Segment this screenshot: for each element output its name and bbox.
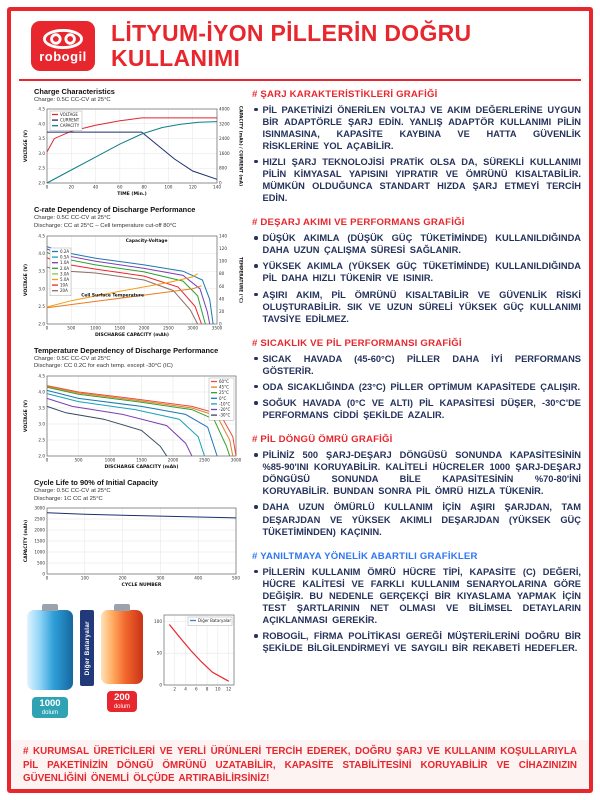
- svg-text:0.2A: 0.2A: [60, 248, 70, 254]
- battery-comparison-panel: [21, 596, 243, 718]
- bullet-dot: [254, 264, 258, 268]
- svg-text:50: 50: [156, 650, 162, 656]
- svg-text:10A: 10A: [60, 282, 68, 288]
- svg-text:140: 140: [219, 233, 227, 239]
- charge-characteristics-chart: [21, 104, 243, 198]
- bullet-list: [252, 232, 581, 325]
- charts-column: [21, 87, 243, 741]
- svg-text:2.5: 2.5: [38, 303, 45, 309]
- svg-text:VOLTAGE (V): VOLTAGE (V): [24, 130, 29, 163]
- header-divider: [19, 79, 581, 81]
- svg-text:Capacity-Voltage: Capacity-Voltage: [125, 238, 168, 244]
- bullet-dot: [254, 108, 258, 112]
- infographic-page: [7, 7, 593, 793]
- chart-subtitle: Charge: 0.5C CC-CV at 25°C: [34, 96, 111, 103]
- battery-cap: [42, 604, 58, 611]
- svg-text:CAPACITY (mAh): CAPACITY (mAh): [24, 520, 29, 563]
- page-title-line2: KULLANIMI: [111, 45, 241, 72]
- svg-text:4.5: 4.5: [38, 106, 45, 112]
- bullet-text: SICAK HAVADA (45-60°C) PİLLER DAHA İYİ PERFORMANS GÖSTERİR.: [262, 353, 581, 376]
- fill-count-value: 200: [114, 692, 130, 704]
- svg-text:4.5: 4.5: [38, 233, 45, 239]
- svg-text:2500: 2500: [34, 516, 45, 522]
- bullet-list: [252, 566, 581, 655]
- svg-text:0: 0: [42, 571, 45, 577]
- section-discharge-current: [252, 217, 581, 325]
- other-batteries-ribbon-label: Diğer Bataryalar: [83, 621, 91, 676]
- svg-text:0: 0: [45, 575, 49, 581]
- svg-text:Diğer Bataryalar: Diğer Bataryalar: [198, 618, 231, 624]
- svg-text:2: 2: [173, 686, 177, 692]
- svg-text:120: 120: [188, 184, 197, 190]
- fill-count-value: 1000: [39, 698, 61, 710]
- svg-text:5.0A: 5.0A: [60, 276, 70, 282]
- svg-text:500: 500: [232, 575, 240, 581]
- svg-text:0: 0: [45, 457, 49, 463]
- bullet-item: [252, 501, 581, 537]
- fill-count-badge-other: [107, 691, 137, 712]
- cycle-life-chart: [21, 503, 243, 589]
- bullet-item: [252, 156, 581, 204]
- bullet-dot: [254, 357, 258, 361]
- bullet-text: HIZLI ŞARJ TEKNOLOJİSİ PRATİK OLSA DA, SÜREKLİ KULLANIMI PİLİN KİMYASAL YAPISINI YIPRATIR VE ÖMRÜNÜ KISALTABİLİR. MÜMKÜN OLDUĞUNCA STANDART HIZDA ŞARJ ETMEYİ TERCİH EDİN.: [262, 156, 581, 204]
- svg-text:3500: 3500: [211, 325, 223, 331]
- robogil-logo-text: robogil: [39, 49, 87, 65]
- svg-text:1500: 1500: [136, 457, 147, 463]
- svg-text:1000: 1000: [34, 549, 45, 555]
- bullet-text: ODA SICAKLIĞINDA (23°C) PİLLER OPTİMUM KAPASİTEDE ÇALIŞIR.: [262, 381, 581, 392]
- bullet-dot: [254, 293, 258, 297]
- svg-text:40: 40: [219, 295, 225, 301]
- svg-text:1.0A: 1.0A: [60, 259, 70, 265]
- svg-text:2.0: 2.0: [38, 321, 45, 327]
- svg-text:1500: 1500: [114, 325, 126, 331]
- svg-text:45°C: 45°C: [219, 384, 229, 390]
- chart-subtitle: Charge: 0.5C CC-CV at 25°C: [34, 487, 111, 494]
- svg-text:500: 500: [74, 457, 83, 463]
- svg-text:4.5: 4.5: [38, 373, 45, 379]
- bullet-item: [252, 566, 581, 626]
- section-header: # ŞARJ KARAKTERİSTİKLERİ GRAFİĞİ: [252, 88, 438, 100]
- svg-text:-10°C: -10°C: [219, 401, 231, 407]
- bullet-list: [252, 104, 581, 205]
- bullet-item: [252, 397, 581, 421]
- bullet-dot: [254, 160, 258, 164]
- svg-text:20: 20: [219, 308, 225, 314]
- fill-count-badge-good: [32, 697, 67, 718]
- bullet-text: PİLİNİZ 500 ŞARJ-DEŞARJ DÖNGÜSÜ SONUNDA KAPASİTESİNİN %85-90'INI KORUYABİLİR. KALİTELİ HÜCRELER 1000 ŞARJ-DEŞARJ DÖNGÜSÜ SONUNDA BİLE KAPASİTESİNİN %70-80'İNİ KORUYABİLİR. BUNDAN SONRA PİL ÖMRÜ HIZLA TÜKENİR.: [262, 450, 581, 497]
- bullet-list: [252, 449, 581, 538]
- bullet-text: DAHA UZUN ÖMÜRLÜ KULLANIM İÇİN AŞIRI ŞARJDAN, TAM DEŞARJDAN VE YÜKSEK AKIMLI DEŞARJDAN (YÜKSEK GÜÇ TÜKETİMİNDEN) KAÇININ.: [262, 502, 581, 537]
- svg-text:300: 300: [156, 575, 165, 581]
- svg-text:0°C: 0°C: [219, 395, 227, 401]
- svg-text:0.5A: 0.5A: [60, 254, 70, 260]
- svg-text:2.0: 2.0: [38, 453, 45, 459]
- svg-text:CAPACITY (mAh) / CURRENT (mA): CAPACITY (mAh) / CURRENT (mA): [237, 106, 243, 187]
- bullet-text: AŞIRI AKIM, PİL ÖMRÜNÜ KISALTABİLİR VE GÜVENLİK RİSKİ OLUŞTURABİLİR. SIK VE UZUN SÜRELİ YÜKSEK GÜÇ KULLANIMI TAVSİYE EDİLMEZ.: [262, 289, 581, 324]
- svg-text:400: 400: [194, 575, 203, 581]
- chart-svg: [150, 610, 241, 696]
- crate-discharge-panel: [21, 205, 243, 338]
- svg-text:800: 800: [219, 165, 227, 171]
- svg-text:80: 80: [219, 270, 225, 276]
- svg-text:1000: 1000: [90, 325, 101, 331]
- section-charge-characteristics: [252, 89, 581, 205]
- section-header: # SICAKLIK VE PİL PERFORMANSI GRAFİĞİ: [252, 337, 462, 349]
- svg-text:200: 200: [118, 575, 127, 581]
- bullet-item: [252, 381, 581, 393]
- good-battery-column: [27, 610, 73, 718]
- fill-count-unit: dolum: [41, 709, 59, 716]
- svg-text:80: 80: [141, 184, 147, 190]
- svg-text:2000: 2000: [34, 527, 45, 533]
- svg-text:8: 8: [205, 686, 209, 692]
- svg-text:VOLTAGE (V): VOLTAGE (V): [24, 263, 29, 296]
- svg-text:3000: 3000: [187, 325, 199, 331]
- bullet-item: [252, 353, 581, 377]
- fill-count-unit: dolum: [113, 703, 131, 710]
- bullet-item: [252, 232, 581, 256]
- svg-text:2000: 2000: [167, 457, 179, 463]
- section-header: # PİL DÖNGÜ ÖMRÜ GRAFİĞİ: [252, 434, 393, 446]
- text-column: [252, 87, 581, 741]
- chart-subtitle: Charge: 0.5C CC-CV at 25°C: [34, 355, 111, 362]
- svg-text:3000: 3000: [230, 457, 242, 463]
- battery-cap: [114, 604, 130, 611]
- other-battery-column: [101, 610, 143, 712]
- bullet-dot: [254, 634, 258, 638]
- svg-text:3.0: 3.0: [38, 285, 45, 291]
- temperature-discharge-chart: [21, 371, 243, 471]
- svg-text:2.0: 2.0: [38, 180, 45, 186]
- svg-text:60: 60: [117, 184, 123, 190]
- svg-text:120: 120: [219, 245, 227, 251]
- svg-text:60°C: 60°C: [219, 378, 229, 384]
- svg-text:-30°C: -30°C: [219, 412, 231, 418]
- svg-text:4.0: 4.0: [38, 389, 45, 395]
- content: [11, 85, 589, 741]
- other-battery-illustration: [101, 610, 143, 684]
- chart-title: C-rate Dependency of Discharge Performance: [34, 205, 196, 215]
- good-battery-illustration: [27, 610, 73, 690]
- svg-text:2500: 2500: [199, 457, 210, 463]
- chart-title: Temperature Dependency of Discharge Performance: [34, 345, 219, 355]
- charge-characteristics-panel: [21, 87, 243, 199]
- svg-text:TIME (Min.): TIME (Min.): [117, 192, 147, 198]
- bullet-text: SOĞUK HAVADA (0°C VE ALTI) PİL KAPASİTESİ DÜŞER, -30°C'DE PERFORMANS CİDDİ ŞEKİLDE AZALIR.: [262, 398, 581, 421]
- svg-text:0: 0: [219, 321, 222, 327]
- svg-text:10: 10: [215, 686, 221, 692]
- svg-text:1000: 1000: [104, 457, 116, 463]
- bullet-dot: [254, 570, 258, 574]
- bullet-list: [252, 353, 581, 421]
- chart-subtitle: Discharge: CC at 25°C – Cell temperature cut-off 80°C: [34, 222, 177, 229]
- svg-text:500: 500: [67, 325, 76, 331]
- svg-text:0: 0: [159, 682, 162, 688]
- svg-text:500: 500: [37, 560, 45, 566]
- svg-text:-20°C: -20°C: [219, 406, 231, 412]
- svg-text:2500: 2500: [163, 325, 174, 331]
- bullet-item: [252, 449, 581, 497]
- svg-text:CYCLE NUMBER: CYCLE NUMBER: [121, 583, 162, 589]
- section-cycle-life: [252, 434, 581, 538]
- header: [11, 11, 589, 72]
- svg-text:CURRENT: CURRENT: [60, 117, 80, 123]
- chart-subtitle: Charge: 0.5C CC-CV at 25°C: [34, 215, 111, 222]
- footer: [11, 740, 589, 789]
- section-misleading-charts: [252, 551, 581, 655]
- robogil-logo-icon: [41, 29, 85, 49]
- svg-text:DISCHARGE CAPACITY (mAh): DISCHARGE CAPACITY (mAh): [94, 332, 170, 338]
- svg-text:2.5: 2.5: [38, 165, 45, 171]
- other-batteries-ribbon: [80, 610, 94, 686]
- bullet-dot: [254, 453, 258, 457]
- svg-text:0: 0: [45, 184, 49, 190]
- svg-text:100: 100: [154, 619, 162, 625]
- bullet-item: [252, 104, 581, 152]
- other-batteries-decline-chart: [150, 610, 241, 696]
- svg-text:3.5: 3.5: [38, 136, 45, 142]
- bullet-text: PİLLERİN KULLANIM ÖMRÜ HÜCRE TİPİ, KAPASİTE (C) DEĞERİ, HÜCRE KALİTESİ VE FARKLI KULLANIM SENARYOLARINA GÖRE DEĞİŞİR. BU NEDENLE GERÇEKÇİ BİR KIYASLAMA YAPMAK İÇİN TEST ŞARTLARININ NET OLMASI VE BİLİMSEL DETAYLARIN AÇIKLANMASI GEREKİR.: [262, 566, 581, 626]
- bullet-text: PİL PAKETİNİZİ ÖNERİLEN VOLTAJ VE AKIM DEĞERLERİNE UYGUN BİR ADAPTÖRLE ŞARJ EDİN. YANLIŞ ADAPTÖR KULLANIMI PİLİN ISINMASINA, KAPASİTE KAYBINA VE HATTA GÜVENLİK RİSKLERİNE YOL AÇABİLİR.: [262, 104, 581, 151]
- svg-text:12: 12: [225, 686, 232, 692]
- svg-text:2.0A: 2.0A: [60, 265, 70, 271]
- bullet-text: YÜKSEK AKIMLA (YÜKSEK GÜÇ TÜKETİMİNDE) KULLANILDIĞINDA PİL DAHA HIZLI TÜKENİR VE ISINIR.: [262, 261, 581, 284]
- bullet-text: DÜŞÜK AKIMLA (DÜŞÜK GÜÇ TÜKETİMİNDE) KULLANILDIĞINDA DAHA UZUN ÇALIŞMA SÜRESİ SAĞLANIR.: [262, 233, 581, 256]
- chart-subtitle: Discharge: 1C CC at 25°C: [34, 495, 103, 502]
- svg-text:4: 4: [184, 686, 187, 692]
- svg-text:4.0: 4.0: [38, 121, 45, 127]
- svg-text:20A: 20A: [60, 287, 68, 293]
- svg-text:20: 20: [68, 184, 74, 190]
- bullet-dot: [254, 236, 258, 240]
- svg-text:2400: 2400: [219, 136, 230, 142]
- chart-subtitle: Discharge: CC 0.2C for each temp. except -30°C (IC): [34, 363, 173, 370]
- chart-title: Cycle Life to 90% of Initial Capacity: [34, 477, 159, 487]
- temperature-discharge-panel: [21, 346, 243, 471]
- svg-text:CAPACITY: CAPACITY: [60, 123, 80, 129]
- robogil-logo: [31, 21, 95, 71]
- bullet-dot: [254, 401, 258, 405]
- svg-text:3.5: 3.5: [38, 405, 45, 411]
- svg-text:3200: 3200: [219, 121, 230, 127]
- section-temperature-performance: [252, 338, 581, 421]
- cycle-life-panel: [21, 478, 243, 589]
- svg-text:0: 0: [219, 180, 222, 186]
- svg-text:100: 100: [80, 575, 89, 581]
- svg-text:0: 0: [45, 325, 49, 331]
- svg-text:100: 100: [219, 258, 227, 264]
- svg-text:3000: 3000: [34, 505, 45, 511]
- chart-svg: [21, 371, 243, 471]
- svg-text:3.0: 3.0: [38, 421, 45, 427]
- section-header: # DEŞARJ AKIMI VE PERFORMANS GRAFİĞİ: [252, 217, 465, 229]
- svg-text:4.0: 4.0: [38, 250, 45, 256]
- svg-text:TEMPERATURE (°C): TEMPERATURE (°C): [237, 256, 243, 303]
- svg-text:140: 140: [213, 184, 221, 190]
- svg-text:2.5: 2.5: [38, 437, 45, 443]
- chart-svg: [21, 104, 243, 198]
- chart-svg: [21, 231, 243, 339]
- bullet-dot: [254, 385, 258, 389]
- svg-text:60: 60: [219, 283, 225, 289]
- bullet-item: [252, 630, 581, 654]
- svg-text:VOLTAGE: VOLTAGE: [60, 112, 78, 118]
- svg-text:40: 40: [92, 184, 99, 190]
- svg-text:1500: 1500: [34, 538, 45, 544]
- bullet-item: [252, 260, 581, 284]
- svg-text:2000: 2000: [138, 325, 150, 331]
- page-title-line1: LİTYUM-İYON PİLLERİN DOĞRU: [111, 20, 472, 46]
- svg-text:4000: 4000: [219, 106, 230, 112]
- crate-discharge-chart: [21, 231, 243, 339]
- section-header: # YANILTMAYA YÖNELİK ABARTILI GRAFİKLER: [252, 550, 478, 562]
- svg-text:1600: 1600: [219, 151, 230, 157]
- svg-text:100: 100: [164, 184, 173, 190]
- page-title: [111, 21, 471, 72]
- footer-text: # KURUMSAL ÜRETİCİLERİ VE YERLİ ÜRÜNLERİ TERCİH EDEREK, DOĞRU ŞARJ VE KULLANIM KOŞULLARIYLA PİL PAKETİNİZİN DÖNGÜ ÖMRÜNÜ UZATABİLİR, KAPASİTE STABİLİTESİNİ KORUYABİLİR VE CİHAZINIZIN GÜVENLİĞİNİ ÖNEMLİ ÖLÇÜDE ARTIRABİLİRSİNİZ!: [23, 746, 577, 784]
- svg-text:25°C: 25°C: [219, 390, 229, 396]
- chart-title: Charge Characteristics: [34, 86, 115, 96]
- svg-text:Cell Surface Temperature: Cell Surface Temperature: [81, 293, 144, 299]
- chart-svg: [21, 503, 243, 589]
- svg-text:3.0: 3.0: [38, 151, 45, 157]
- bullet-text: ROBOGİL, FİRMA POLİTİKASI GEREĞİ MÜŞTERİLERİNİ DOĞRU BİR ŞEKİLDE BİLGİLENDİRMEYİ VE SAYGILI BİR REKABETİ HEDEFLER.: [262, 631, 581, 654]
- svg-text:3.5: 3.5: [38, 268, 45, 274]
- svg-text:DISCHARGE CAPACITY (mAh): DISCHARGE CAPACITY (mAh): [104, 464, 179, 470]
- svg-text:3.0A: 3.0A: [60, 271, 70, 277]
- svg-text:VOLTAGE (V): VOLTAGE (V): [24, 399, 29, 433]
- bullet-item: [252, 289, 581, 325]
- svg-text:6: 6: [194, 686, 198, 692]
- bullet-dot: [254, 505, 258, 509]
